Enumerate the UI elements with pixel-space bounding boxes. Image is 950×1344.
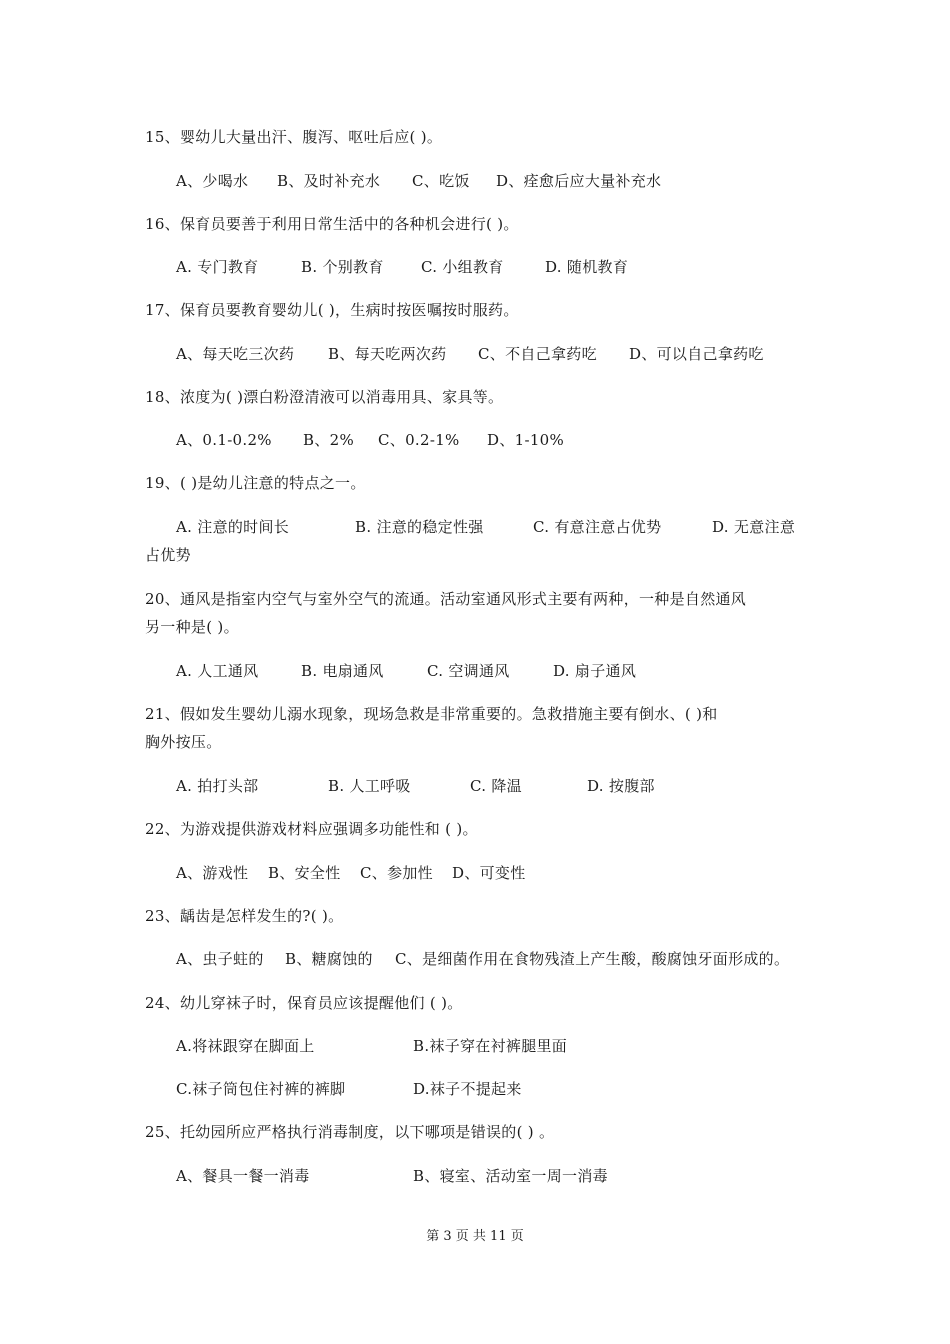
question-15-option-d: D、痊愈后应大量补充水 <box>496 172 662 190</box>
question-20-stem: 20、通风是指室内空气与室外空气的流通。活动室通风形式主要有两种，一种是自然通风 <box>145 590 747 608</box>
question-24-option-c: C.袜子筒包住衬裤的裤脚 <box>176 1080 346 1098</box>
question-24-stem: 24、幼儿穿袜子时，保育员应该提醒他们 ( )。 <box>145 994 463 1012</box>
question-21-option-d: D. 按腹部 <box>587 777 655 795</box>
question-20-option-d: D. 扇子通风 <box>553 662 637 680</box>
page-number-footer: 第 3 页 共 11 页 <box>426 1229 524 1244</box>
question-22-option-d: D、可变性 <box>452 864 526 882</box>
question-18-option-b: B、2% <box>303 431 355 449</box>
question-16-option-a: A. 专门教育 <box>176 258 259 276</box>
question-22-option-a: A、游戏性 <box>176 864 249 882</box>
question-19-option-d: D. 无意注意 <box>712 518 796 536</box>
question-23-option-c: C、是细菌作用在食物残渣上产生酸，酸腐蚀牙面形成的。 <box>395 950 790 968</box>
question-16-option-d: D. 随机教育 <box>545 258 629 276</box>
question-21-stem: 21、假如发生婴幼儿溺水现象，现场急救是非常重要的。急救措施主要有倒水、( )和 <box>145 705 718 723</box>
question-20-option-b: B. 电扇通风 <box>301 662 384 680</box>
question-16-option-b: B. 个别教育 <box>301 258 384 276</box>
question-19-option-c: C. 有意注意占优势 <box>533 518 662 536</box>
question-23-option-a: A、虫子蛀的 <box>176 950 264 968</box>
question-18-option-c: C、0.2-1% <box>378 431 460 449</box>
question-15-option-b: B、及时补充水 <box>277 172 381 190</box>
question-24-option-d: D.袜子不提起来 <box>413 1080 522 1098</box>
question-23-stem: 23、龋齿是怎样发生的?( )。 <box>145 907 344 925</box>
question-21-option-c: C. 降温 <box>470 777 522 795</box>
question-18-stem: 18、浓度为( )漂白粉澄清液可以消毒用具、家具等。 <box>145 388 504 406</box>
question-21-stem-continued: 胸外按压。 <box>145 733 222 751</box>
question-18-option-a: A、0.1-0.2% <box>176 431 272 449</box>
question-25-option-a: A、餐具一餐一消毒 <box>176 1167 310 1185</box>
question-20-stem-continued: 另一种是( )。 <box>145 618 239 636</box>
question-15-option-c: C、吃饭 <box>412 172 470 190</box>
question-22-stem: 22、为游戏提供游戏材料应强调多功能性和 ( )。 <box>145 820 478 838</box>
question-22-option-c: C、参加性 <box>360 864 433 882</box>
question-20-option-a: A. 人工通风 <box>176 662 259 680</box>
question-24-option-b: B.袜子穿在衬裤腿里面 <box>413 1037 568 1055</box>
question-16-option-c: C. 小组教育 <box>421 258 504 276</box>
question-17-option-a: A、每天吃三次药 <box>176 345 295 363</box>
question-21-option-b: B. 人工呼吸 <box>328 777 411 795</box>
question-17-stem: 17、保育员要教育婴幼儿( )，生病时按医嘱按时服药。 <box>145 301 519 319</box>
question-23-option-b: B、糖腐蚀的 <box>285 950 373 968</box>
question-15-option-a: A、少喝水 <box>176 172 249 190</box>
question-24-option-a: A.将袜跟穿在脚面上 <box>176 1037 315 1055</box>
question-19-option-d-continued: 占优势 <box>145 546 191 564</box>
question-20-option-c: C. 空调通风 <box>427 662 510 680</box>
question-25-option-b: B、寝室、活动室一周一消毒 <box>413 1167 608 1185</box>
question-19-option-b: B. 注意的稳定性强 <box>355 518 484 536</box>
question-17-option-d: D、可以自己拿药吃 <box>629 345 764 363</box>
question-19-stem: 19、( )是幼儿注意的特点之一。 <box>145 474 366 492</box>
question-17-option-b: B、每天吃两次药 <box>328 345 447 363</box>
question-25-stem: 25、托幼园所应严格执行消毒制度，以下哪项是错误的( ) 。 <box>145 1123 555 1141</box>
question-17-option-c: C、不自己拿药吃 <box>478 345 597 363</box>
question-21-option-a: A. 拍打头部 <box>176 777 259 795</box>
question-19-option-a: A. 注意的时间长 <box>176 518 290 536</box>
question-22-option-b: B、安全性 <box>268 864 341 882</box>
question-15-stem: 15、婴幼儿大量出汗、腹泻、呕吐后应( )。 <box>145 128 443 146</box>
question-16-stem: 16、保育员要善于利用日常生活中的各种机会进行( )。 <box>145 215 519 233</box>
question-18-option-d: D、1-10% <box>487 431 565 449</box>
